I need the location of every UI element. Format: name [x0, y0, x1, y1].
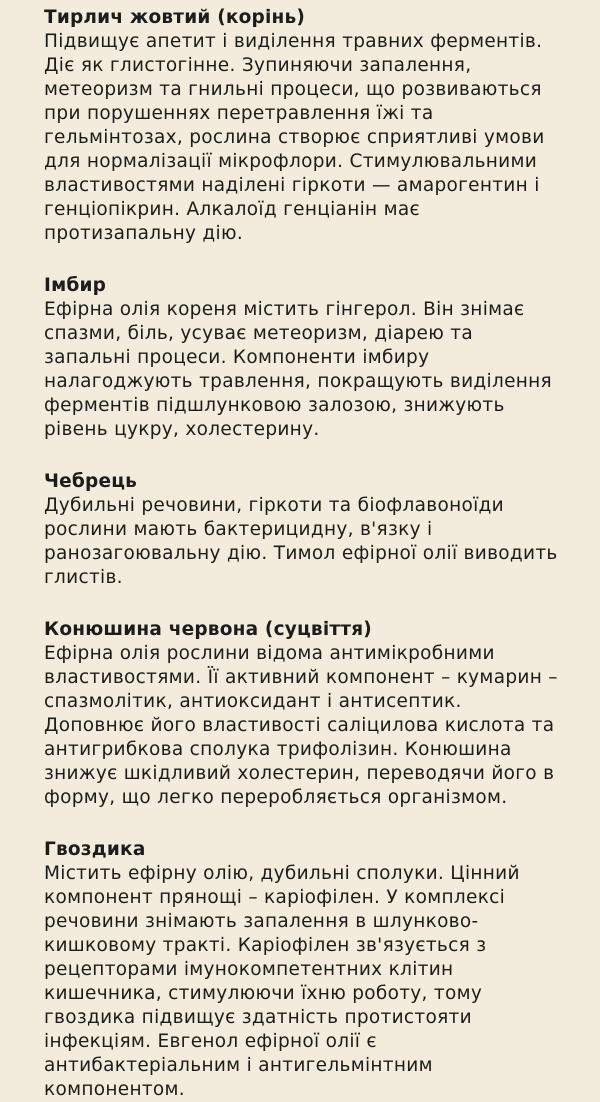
- section-body: [44, 642, 586, 810]
- text-line: Ефірна олія рослини відома антимікробними: [44, 643, 495, 664]
- text-line: ферментів підшлунковою залозою, знижують: [44, 395, 505, 416]
- section-gentian: [44, 6, 586, 246]
- section-clove: [44, 838, 586, 1102]
- text-line: компонент прянощі – каріофілен. У комплексі: [44, 887, 506, 908]
- text-line: кишковому тракті. Каріофілен зв'язується з: [44, 935, 487, 956]
- text-line: запальні процеси. Компоненти імбиру: [44, 347, 430, 368]
- text-line: спазмолітик, антиоксидант і антисептик.: [44, 691, 462, 712]
- text-line: властивостями. Її активний компонент – кумарин –: [44, 667, 558, 688]
- text-line: Діє як глистогінне. Зупиняючи запалення,: [44, 55, 472, 76]
- text-line: рівень цукру, холестерину.: [44, 419, 320, 440]
- text-line: Ефірна олія кореня містить гінгерол. Він знімає: [44, 299, 525, 320]
- text-line: компонентом.: [44, 1079, 185, 1100]
- text-line: налагоджують травлення, покращують виділення: [44, 371, 552, 392]
- text-line: генціопікрин. Алкалоїд генціанін має: [44, 199, 420, 220]
- text-line: властивостями наділені гіркоти — амарогентин і: [44, 175, 540, 196]
- section-body: [44, 494, 586, 590]
- text-line: Дубильні речовини, гіркоти та біофлавоноїди: [44, 495, 504, 516]
- text-line: Доповнює його властивості саліцилова кислота та: [44, 715, 555, 736]
- section-title: Гвоздика: [44, 839, 146, 860]
- text-line: гельмінтозах, рослина створює сприятливі умови: [44, 127, 545, 148]
- section-ginger: [44, 274, 586, 442]
- text-line: знижує шкідливий холестерин, переводячи його в: [44, 763, 555, 784]
- text-line: спазми, біль, усуває метеоризм, діарею та: [44, 323, 473, 344]
- text-line: антибактеріальним і антигельмінтним: [44, 1055, 433, 1076]
- text-line: рослини мають бактерицидну, в'язку і: [44, 519, 433, 540]
- section-red-clover: [44, 618, 586, 810]
- text-line: гвоздика підвищує здатність протистояти: [44, 1007, 472, 1028]
- text-line: Підвищує апетит і виділення травних ферментів.: [44, 31, 543, 52]
- text-line: ранозагоювальну дію. Тимол ефірної олії виводить: [44, 543, 558, 564]
- text-line: Містить ефірну олію, дубильні сполуки. Цінний: [44, 863, 520, 884]
- section-title: Конюшина червона (суцвіття): [44, 619, 372, 640]
- text-line: форму, що легко переробляється організмом.: [44, 787, 508, 808]
- text-line: кишечника, стимулюючи їхню роботу, тому: [44, 983, 483, 1004]
- text-line: інфекціям. Евгенол ефірної олії є: [44, 1031, 377, 1052]
- text-line: при порушеннях перетравлення їжі та: [44, 103, 434, 124]
- section-body: [44, 298, 586, 442]
- section-body: [44, 30, 586, 246]
- section-thyme: [44, 470, 586, 590]
- text-line: антигрибкова сполука трифолізин. Конюшина: [44, 739, 512, 760]
- text-line: речовини знімають запалення в шлунково-: [44, 911, 479, 932]
- text-line: глистів.: [44, 567, 123, 588]
- text-line: протизапальну дію.: [44, 223, 243, 244]
- section-title: Чебрець: [44, 471, 138, 492]
- section-title: Тирлич жовтий (корінь): [44, 7, 306, 28]
- text-line: рецепторами імунокомпетентних клітин: [44, 959, 454, 980]
- text-line: метеоризм та гнильні процеси, що розвиваються: [44, 79, 542, 100]
- section-title: Імбир: [44, 275, 107, 296]
- text-line: для нормалізації мікрофлори. Стимулювальними: [44, 151, 538, 172]
- section-body: [44, 862, 586, 1102]
